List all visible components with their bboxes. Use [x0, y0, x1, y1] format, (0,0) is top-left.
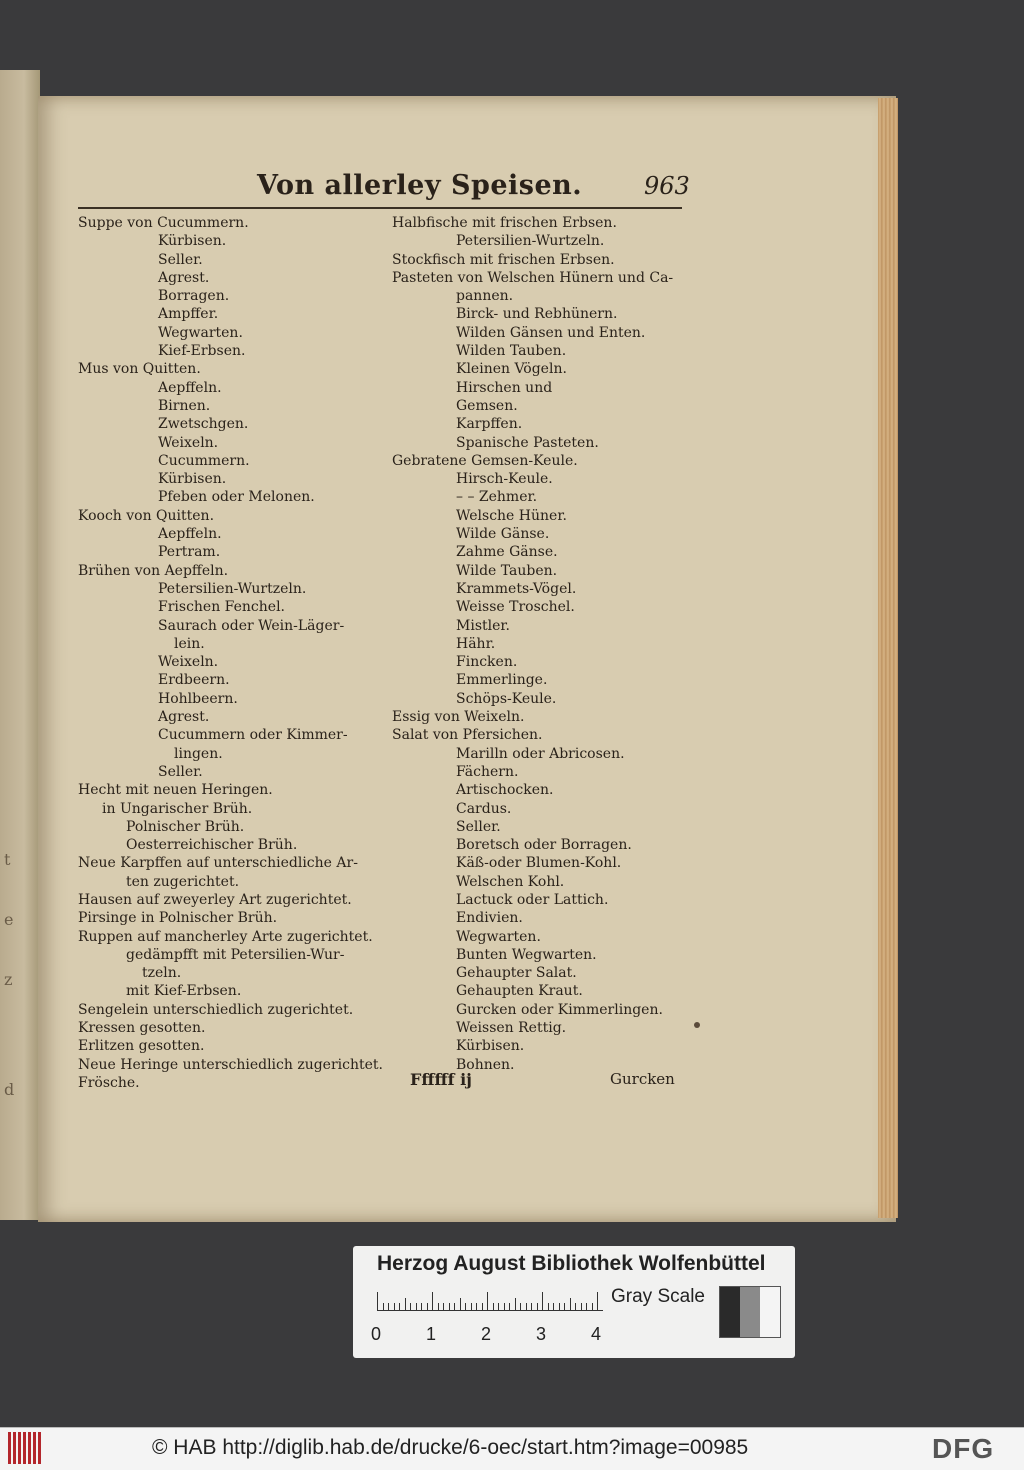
- dfg-logo: DFG: [932, 1433, 995, 1464]
- ruler-tick: [537, 1303, 538, 1310]
- text-line: Erlitzen gesotten.: [78, 1038, 205, 1055]
- text-line: Seller.: [158, 763, 203, 780]
- hab-logo-icon: [8, 1432, 44, 1464]
- ruler-tick: [416, 1303, 417, 1310]
- text-line: Hähr.: [456, 635, 496, 652]
- text-line: Bunten Wegwarten.: [456, 946, 597, 963]
- text-line: Kürbisen.: [158, 471, 227, 488]
- text-line: Lactuck oder Lattich.: [456, 891, 609, 908]
- text-line: Frösche.: [78, 1074, 140, 1091]
- ruler-tick: [515, 1298, 516, 1310]
- text-line: Birck- und Rebhünern.: [456, 306, 618, 323]
- ruler-tick: [559, 1303, 560, 1310]
- text-line: Fincken.: [456, 654, 518, 671]
- text-line: Petersilien-Wurtzeln.: [456, 233, 605, 250]
- text-line: Borragen.: [158, 288, 230, 305]
- text-line: pannen.: [456, 288, 514, 305]
- text-line: Cucummern.: [158, 452, 250, 469]
- text-line: Gurcken oder Kimmerlingen.: [456, 1001, 663, 1018]
- library-name: Herzog August Bibliothek Wolfenbüttel: [377, 1252, 766, 1275]
- text-line: Weisse Troschel.: [456, 599, 575, 616]
- text-line: mit Kief-Erbsen.: [126, 983, 242, 1000]
- ruler-tick: [581, 1303, 582, 1310]
- text-line: Gebratene Gemsen-Keule.: [392, 452, 578, 469]
- text-line: Gehaupter Salat.: [456, 965, 577, 982]
- text-line: Aepffeln.: [158, 379, 222, 396]
- catchword: Gurcken: [610, 1070, 675, 1088]
- ruler-tick: [471, 1303, 472, 1310]
- text-line: Polnischer Brüh.: [126, 818, 245, 835]
- text-line: Aepffeln.: [158, 526, 222, 543]
- ruler-tick: [570, 1298, 571, 1310]
- text-line: Kief-Erbsen.: [158, 343, 246, 360]
- text-line: Brühen von Aepffeln.: [78, 562, 229, 579]
- ruler-tick: [564, 1303, 565, 1310]
- gray-swatches: [719, 1286, 781, 1338]
- text-line: Hirsch-Keule.: [456, 471, 553, 488]
- text-line: Neue Karpffen auf unterschiedliche Ar-: [78, 855, 358, 872]
- text-line: Kleinen Vögeln.: [456, 361, 567, 378]
- text-line: Pirsinge in Polnischer Brüh.: [78, 910, 278, 927]
- ruler-label: 4: [591, 1324, 602, 1344]
- ruler-tick: [438, 1303, 439, 1310]
- text-line: Salat von Pfersichen.: [392, 727, 543, 744]
- text-line: Gemsen.: [456, 397, 518, 414]
- footer-credit: © HAB http://diglib.hab.de/drucke/6-oec/start.htm?image=00985: [152, 1436, 749, 1459]
- ruler-tick: [592, 1303, 593, 1310]
- ruler-tick: [476, 1303, 477, 1310]
- text-line: Krammets-Vögel.: [456, 580, 577, 597]
- text-line: Seller.: [158, 251, 203, 268]
- text-line: Pfeben oder Melonen.: [158, 489, 315, 506]
- ruler-tick: [383, 1303, 384, 1310]
- ruler-tick: [526, 1303, 527, 1310]
- text-line: gedämpfft mit Petersilien-Wur-: [126, 946, 345, 963]
- text-line: Wilden Tauben.: [456, 343, 567, 360]
- text-line: Petersilien-Wurtzeln.: [158, 580, 307, 597]
- ruler-tick: [394, 1303, 395, 1310]
- text-line: – – Zehmer.: [456, 489, 538, 506]
- text-line: Erdbeern.: [158, 672, 230, 689]
- text-line: Ampffer.: [158, 306, 219, 323]
- gray-swatch: [720, 1287, 740, 1337]
- right-text-column: [392, 214, 692, 1074]
- text-line: Stockfisch mit frischen Erbsen.: [392, 251, 615, 268]
- ruler-tick: [487, 1292, 488, 1310]
- ruler-label: 3: [536, 1324, 547, 1344]
- text-line: Kressen gesotten.: [78, 1020, 206, 1037]
- text-line: Agrest.: [158, 269, 210, 286]
- text-line: Sengelein unterschiedlich zugerichtet.: [78, 1001, 354, 1018]
- gray-scale-label: Gray Scale: [611, 1286, 705, 1307]
- ruler-label: 0: [371, 1324, 382, 1344]
- facing-page-edge: t e z d: [0, 70, 40, 1220]
- ruler-tick: [399, 1303, 400, 1310]
- text-line: Welsche Hüner.: [456, 507, 567, 524]
- ruler-tick: [520, 1303, 521, 1310]
- text-line: Mus von Quitten.: [78, 361, 201, 378]
- text-line: Spanische Pasteten.: [456, 434, 599, 451]
- ruler-tick: [531, 1303, 532, 1310]
- text-line: Neue Heringe unterschiedlich zugerichtet.: [78, 1056, 383, 1073]
- ruler-label: 2: [481, 1324, 492, 1344]
- ruler-tick: [498, 1303, 499, 1310]
- text-line: Mistler.: [456, 617, 510, 634]
- text-line: Kürbisen.: [158, 233, 227, 250]
- text-line: Cucummern oder Kimmer-: [158, 727, 348, 744]
- header-rule: [78, 207, 682, 209]
- footer-bar: [0, 1427, 1024, 1470]
- ruler-tick: [421, 1303, 422, 1310]
- text-line: Welschen Kohl.: [456, 873, 565, 890]
- ruler-tick: [509, 1303, 510, 1310]
- text-line: Wegwarten.: [158, 324, 243, 341]
- ruler-tick: [410, 1303, 411, 1310]
- text-line: ten zugerichtet.: [126, 873, 240, 890]
- text-line: Wilden Gänsen und Enten.: [456, 324, 646, 341]
- text-line: tzeln.: [142, 965, 182, 982]
- text-line: Ruppen auf mancherley Arte zugerichtet.: [78, 928, 373, 945]
- page-header-title: Von allerley Speisen.: [257, 170, 583, 201]
- ruler-tick: [553, 1303, 554, 1310]
- text-line: Bohnen.: [456, 1056, 515, 1073]
- text-line: Wilde Gänse.: [456, 526, 550, 543]
- ruler-tick: [388, 1303, 389, 1310]
- text-line: Marilln oder Abricosen.: [456, 745, 625, 762]
- page-number: 963: [644, 172, 690, 200]
- ruler-tick: [597, 1292, 598, 1310]
- ruler-tick: [542, 1292, 543, 1310]
- text-line: Hausen auf zweyerley Art zugerichtet.: [78, 891, 352, 908]
- ink-spot: [694, 1022, 700, 1028]
- ruler-tick: [586, 1303, 587, 1310]
- text-line: lingen.: [174, 745, 223, 762]
- page-stack-edge: [878, 98, 898, 1218]
- ruler-tick: [548, 1303, 549, 1310]
- text-line: Karpffen.: [456, 416, 523, 433]
- ruler-tick: [405, 1298, 406, 1310]
- ruler-tick: [427, 1303, 428, 1310]
- ruler-tick: [575, 1303, 576, 1310]
- ruler-label: 1: [426, 1324, 437, 1344]
- text-line: Hirschen und: [456, 379, 553, 396]
- text-line: Saurach oder Wein-Läger-: [158, 617, 345, 634]
- text-line: Frischen Fenchel.: [158, 599, 285, 616]
- text-line: Hohlbeern.: [158, 690, 238, 707]
- text-line: Agrest.: [158, 709, 210, 726]
- ruler-tick: [482, 1303, 483, 1310]
- ruler-tick: [460, 1298, 461, 1310]
- text-line: Weissen Rettig.: [456, 1020, 567, 1037]
- text-line: Käß-oder Blumen-Kohl.: [456, 855, 622, 872]
- text-line: Fächern.: [456, 763, 519, 780]
- text-line: Schöps-Keule.: [456, 690, 557, 707]
- text-line: Hecht mit neuen Heringen.: [78, 782, 273, 799]
- ruler-tick: [432, 1292, 433, 1310]
- text-line: Cardus.: [456, 800, 512, 817]
- text-line: Wegwarten.: [456, 928, 541, 945]
- text-line: in Ungarischer Brüh.: [102, 800, 253, 817]
- text-line: Weixeln.: [158, 434, 219, 451]
- ruler-tick: [443, 1303, 444, 1310]
- text-line: Gehaupten Kraut.: [456, 983, 583, 1000]
- text-line: Kürbisen.: [456, 1038, 525, 1055]
- text-line: Endivien.: [456, 910, 523, 927]
- measure-ruler: [377, 1290, 603, 1311]
- text-line: Wilde Tauben.: [456, 562, 558, 579]
- text-line: Emmerlinge.: [456, 672, 548, 689]
- ruler-tick: [493, 1303, 494, 1310]
- text-line: Zahme Gänse.: [456, 544, 558, 561]
- text-line: Oesterreichischer Brüh.: [126, 837, 298, 854]
- ruler-tick: [504, 1303, 505, 1310]
- text-line: Essig von Weixeln.: [392, 709, 525, 726]
- text-line: lein.: [174, 635, 205, 652]
- text-line: Artischocken.: [456, 782, 554, 799]
- signature-mark: Ffffff ij: [410, 1070, 472, 1089]
- left-text-column: [78, 214, 388, 1092]
- color-scale-card: [353, 1246, 795, 1358]
- ruler-tick: [377, 1292, 378, 1310]
- text-line: Boretsch oder Borragen.: [456, 837, 632, 854]
- text-line: Pertram.: [158, 544, 221, 561]
- ruler-tick: [449, 1303, 450, 1310]
- text-line: Zwetschgen.: [158, 416, 249, 433]
- text-line: Kooch von Quitten.: [78, 507, 215, 524]
- ruler-tick: [465, 1303, 466, 1310]
- text-line: Birnen.: [158, 397, 211, 414]
- text-line: Pasteten von Welschen Hünern und Ca-: [392, 269, 674, 286]
- text-line: Halbfische mit frischen Erbsen.: [392, 215, 617, 231]
- ruler-tick: [454, 1303, 455, 1310]
- text-line: Weixeln.: [158, 654, 219, 671]
- gray-swatch: [740, 1287, 760, 1337]
- text-line: Suppe von Cucummern.: [78, 215, 249, 231]
- text-line: Seller.: [456, 818, 501, 835]
- gray-swatch: [760, 1287, 780, 1337]
